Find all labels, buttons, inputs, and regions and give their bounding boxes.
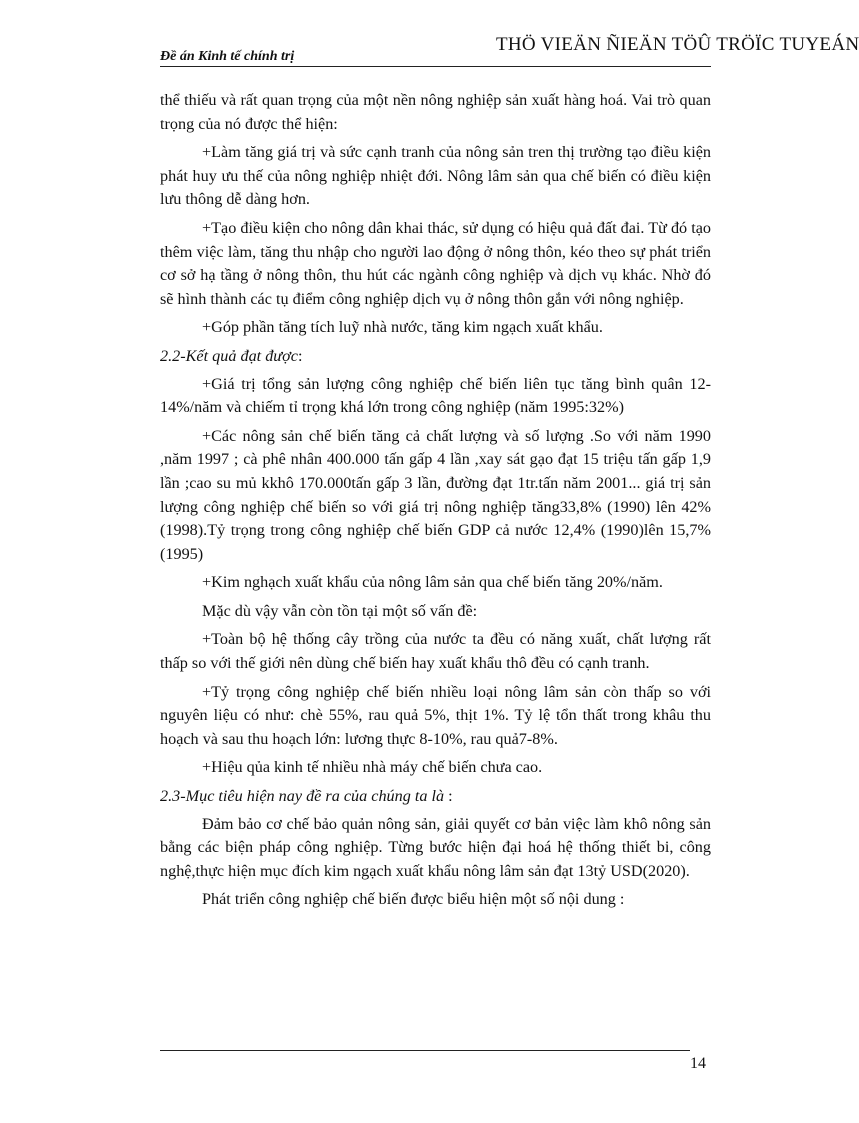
paragraph: +Hiệu qủa kinh tế nhiều nhà máy chế biến chưa cao.	[202, 758, 543, 777]
paragraph: +Kim nghạch xuất khẩu của nông lâm sản qua chế biến tăng 20%/năm.	[202, 573, 663, 592]
section-heading-colon: :	[444, 787, 453, 806]
paragraph: +Giá trị tổng sản lượng công nghiệp chế biến liên tục tăng bình quân 12-14%/năm và chiếm tỉ trọng khá lớn trong công nghiệp (năm 1995:32%)	[160, 374, 711, 417]
page-number: 14	[690, 1055, 706, 1072]
paragraph: +Các nông sản chế biến tăng cả chất lượng và số lượng .So với năm 1990 ,năm 1997 ; cà phê nhân 400.000 tấn gấp 4 lần ,xay sát gạo đạt 15 triệu tấn gấp 1,9 lần ;cao su mủ kkhô 170.000tấn gấp 3 lần, đường đạt 1tr.tấn năm 2001... giá trị sản lượng công nghiệp chế biến so với giá trị nông nghiệp tăng33,8% (1990) lên 42% (1998).Tỷ trọng trong công nghiệp chế biến GDP cả nước 12,4% (1990)lên 15,7%(1995)	[160, 426, 711, 563]
header-divider	[160, 66, 711, 67]
paragraph: +Làm tăng giá trị và sức cạnh tranh của nông sản tren thị trường tạo điều kiện phát huy ưu thế của nông nghiệp nhiệt đới. Nông lâm sản qua chế biến có điều kiện lưu thông dễ dàng hơn.	[160, 143, 711, 209]
section-heading-2-2	[160, 345, 711, 369]
paragraph: Mặc dù vậy vẫn còn tồn tại một số vấn đề:	[202, 601, 478, 620]
running-header-title: Đề án Kinh tế chính trị	[160, 49, 295, 64]
paragraph: Đảm bảo cơ chế bảo quản nông sản, giải quyết cơ bản việc làm khô nông sản bằng các biện pháp công nghiệp. Từng bước hiện đại hoá hệ thống thiết bi, công nghệ,thực hiện mục đích kim ngạch xuất khẩu nông lâm sản đạt 13tỷ USD(2020).	[160, 814, 711, 880]
paragraph: Phát triển công nghiệp chế biến được biểu hiện một số nội dung :	[202, 890, 625, 909]
section-heading-label: 2.2-Kết quả đạt được	[160, 346, 298, 365]
section-heading-colon: :	[297, 346, 303, 365]
paragraph: thể thiếu và rất quan trọng của một nền nông nghiệp sản xuất hàng hoá. Vai trò quan trọng của nó được thể hiện:	[160, 91, 711, 133]
footer-divider	[160, 1050, 690, 1051]
paragraph: +Tỷ trọng công nghiệp chế biến nhiều loại nông lâm sản còn thấp so với nguyên liệu có như: chè 55%, rau quả 5%, thịt 1%. Tỷ lệ tổn thất trong khâu thu hoạch và sau thu hoạch lớn: lương thực 8-10%, rau quả7-8%.	[160, 682, 711, 748]
section-heading-label: 2.3-Mục tiêu hiện nay đề ra của chúng ta là	[160, 787, 445, 806]
paragraph: +Tạo điều kiện cho nông dân khai thác, sử dụng có hiệu quả đất đai. Từ đó tạo thêm việc làm, tăng thu nhập cho người lao động ở nông thôn, kéo theo sự phát triển cơ sở hạ tầng ở nông thôn, thu hút các ngành công nghiệp và dịch vụ khác. Nhờ đó sẽ hình thành các tụ điểm công nghiệp dịch vụ ở nông thôn gắn với nông nghiệp.	[160, 218, 711, 308]
running-header-library: THÖ VIEÄN ÑIEÄN TÖÛ TRÖÏC TUYEÁN	[496, 34, 859, 55]
document-body	[160, 89, 711, 917]
paragraph: +Góp phần tăng tích luỹ nhà nước, tăng kim ngạch xuất khẩu.	[202, 318, 603, 337]
section-heading-2-3	[160, 785, 711, 809]
paragraph: +Toàn bộ hệ thống cây trồng của nước ta đều có năng xuất, chất lượng rất thấp so với thế giới nên dùng chế biến hay xuất khẩu thô đều có cạnh tranh.	[160, 630, 711, 673]
